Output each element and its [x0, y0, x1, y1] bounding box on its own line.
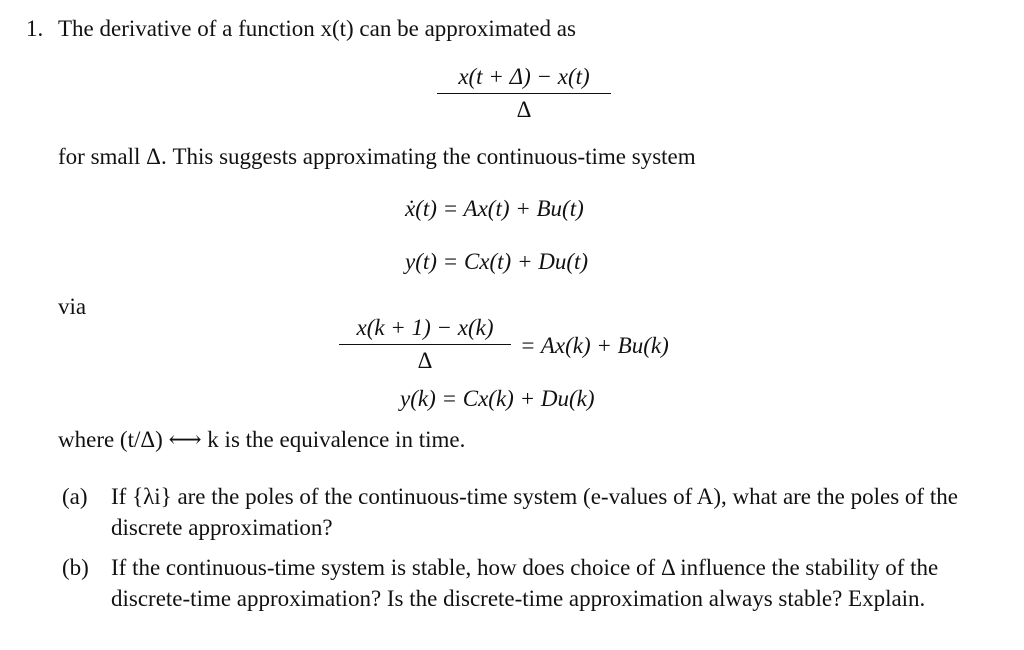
derivative-fraction [437, 63, 611, 124]
discrete-numerator: x(k + 1) − x(k) [339, 314, 511, 345]
discrete-state-rhs: = Ax(k) + Bu(k) [520, 333, 669, 358]
derivative-denominator: Δ [516, 97, 532, 122]
discrete-fraction [339, 314, 511, 375]
continuous-state-equation: ẋ(t) = Ax(t) + Bu(t) [405, 196, 584, 221]
small-delta-line: for small Δ. This suggests approximating the continuous-time system [58, 144, 696, 169]
problem-number: 1. [26, 16, 44, 41]
discrete-denominator: Δ [417, 348, 433, 373]
continuous-output-equation: y(t) = Cx(t) + Du(t) [405, 249, 589, 274]
part-a-label: (a) [62, 484, 88, 509]
part-b-text: If the continuous-time system is stable, how does choice of Δ influence the stability of the discrete-time approximation? Is the discrete-time approximation always stable? Explain. [111, 555, 939, 611]
equivalence-line: where (t/Δ) ⟷ k is the equivalence in time. [58, 427, 466, 452]
derivative-numerator: x(t + Δ) − x(t) [437, 63, 611, 94]
part-b-label: (b) [62, 555, 89, 580]
problem-intro: The derivative of a function x(t) can be approximated as [58, 16, 576, 41]
via-label: via [58, 294, 87, 319]
discrete-output-equation: y(k) = Cx(k) + Du(k) [400, 386, 595, 411]
part-a-text: If {λi} are the poles of the continuous-time system (e-values of A), what are the poles of the discrete approximation? [111, 484, 958, 540]
